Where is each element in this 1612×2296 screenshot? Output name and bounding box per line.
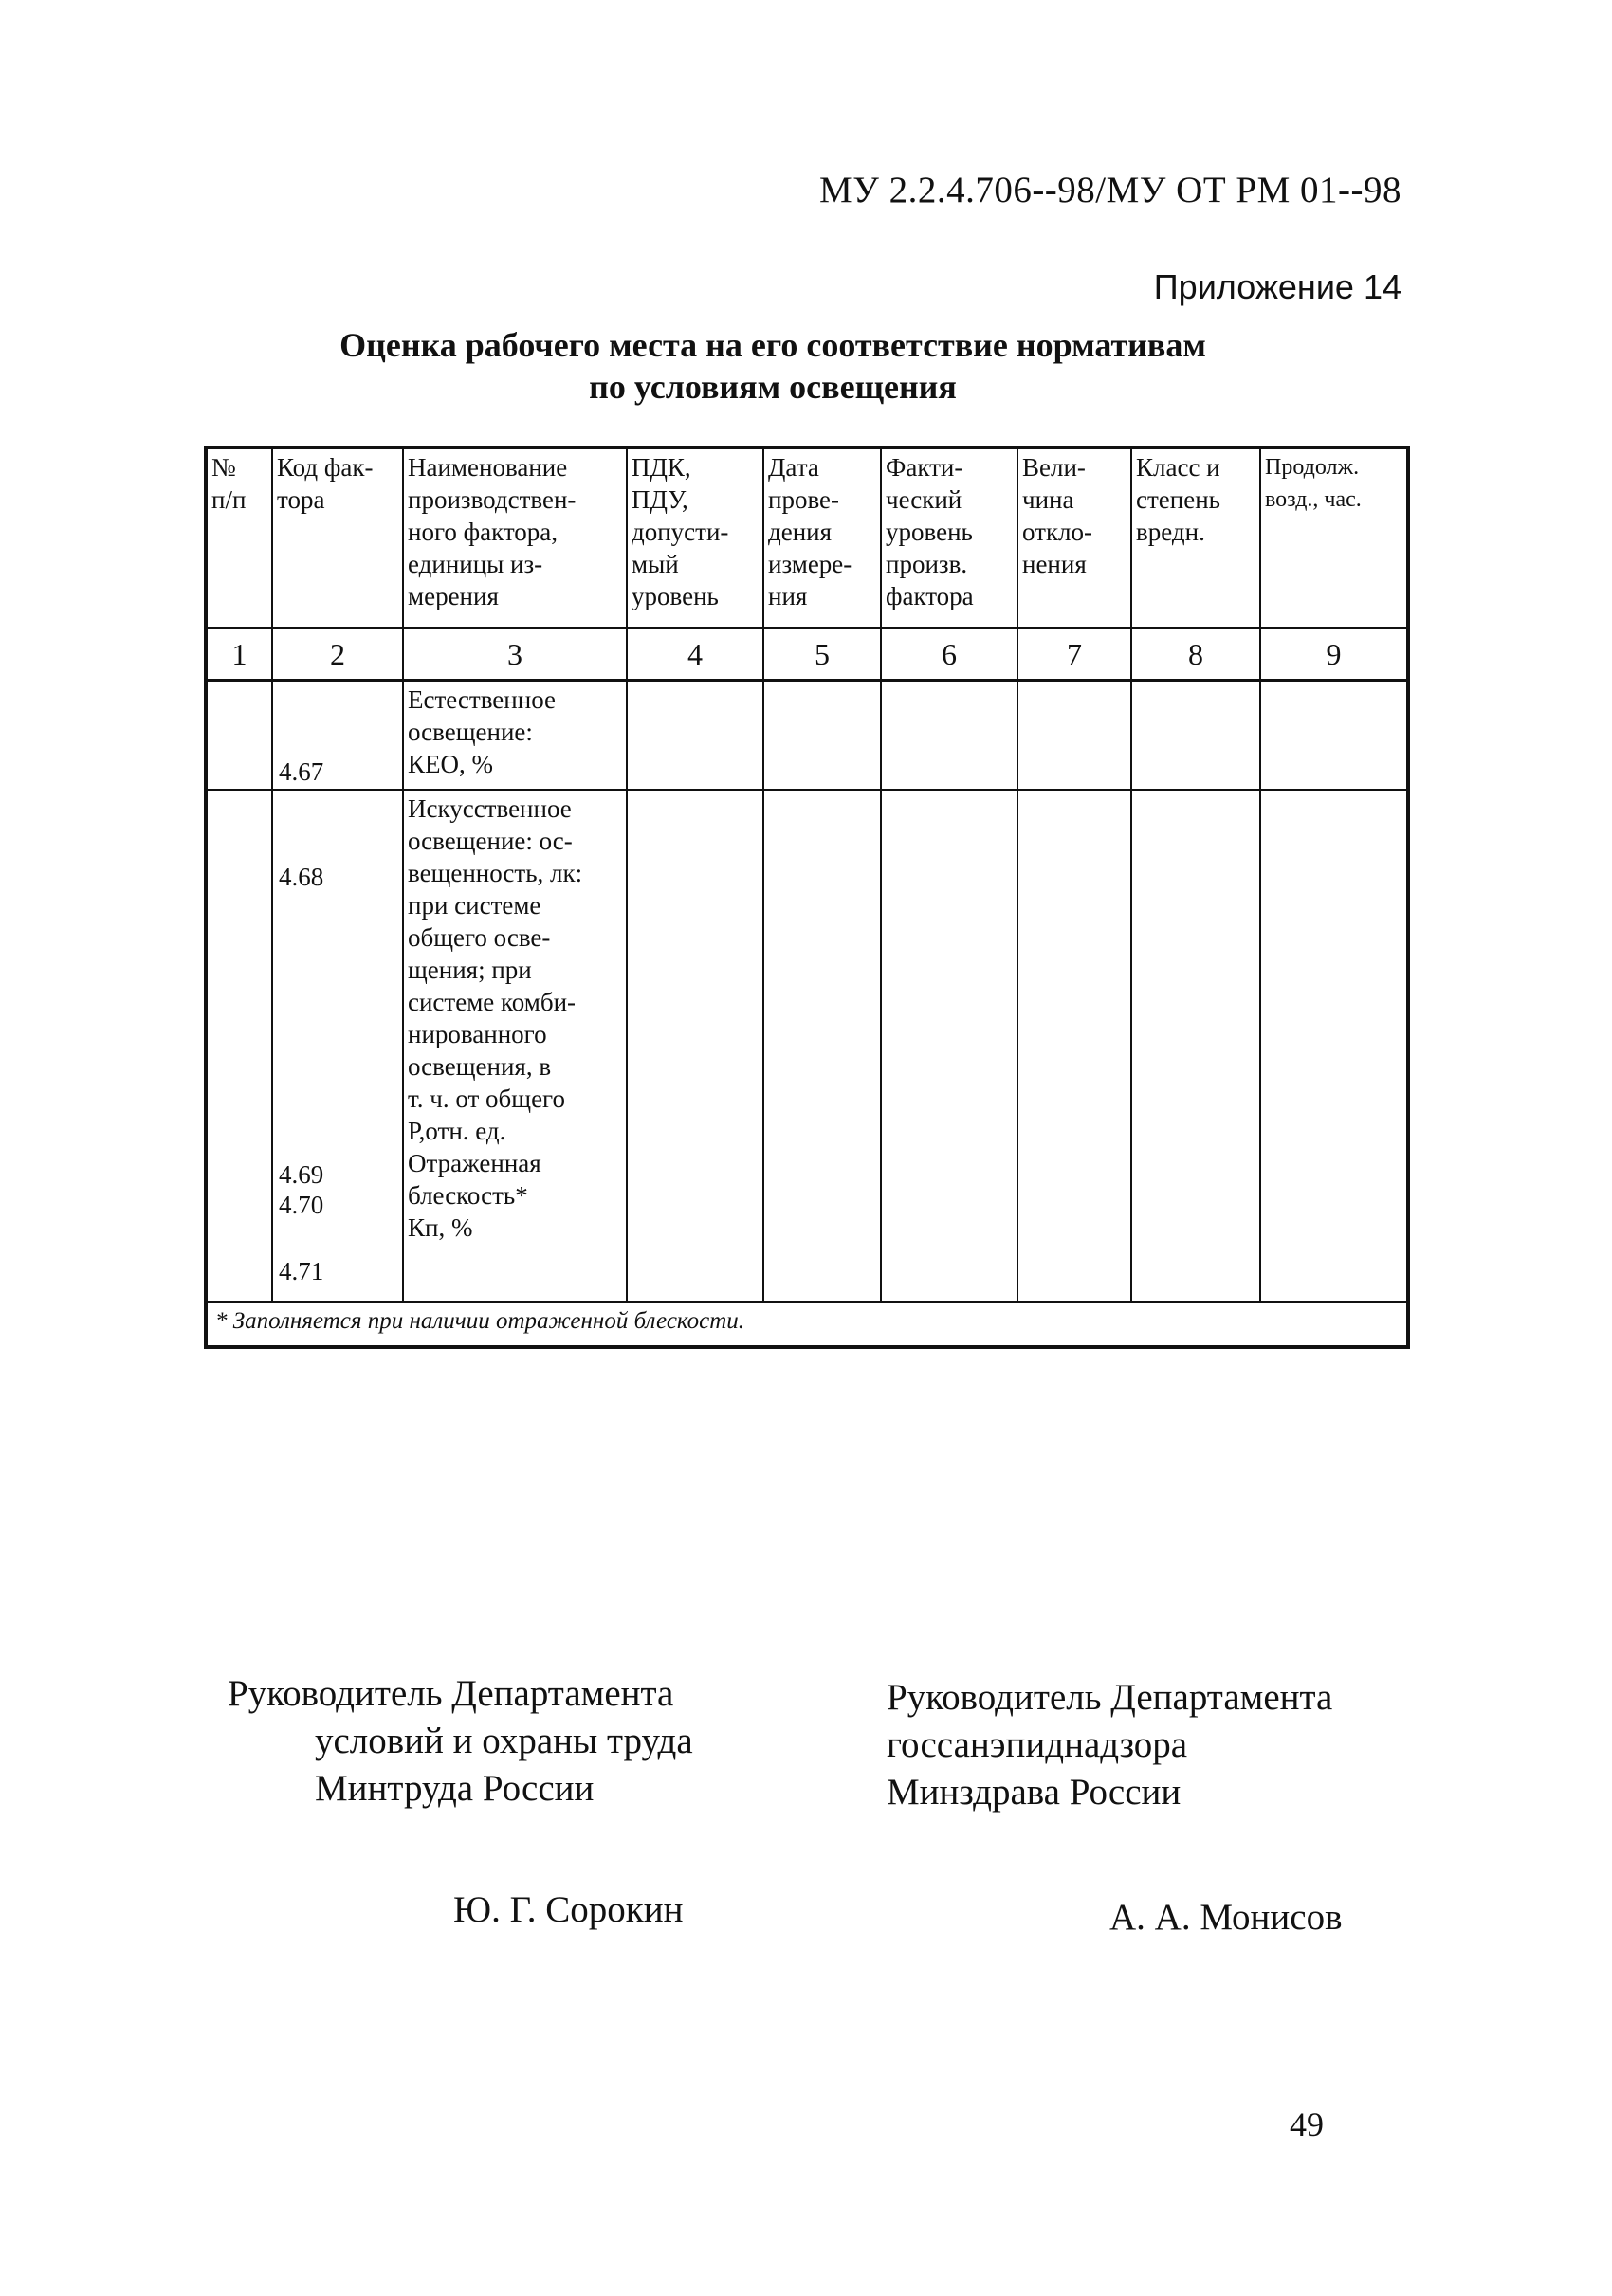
table-footnote: * Заполняется при наличии отраженной блескости. [206,1302,1408,1347]
factor-code-cell [272,680,403,790]
empty-cell [627,680,763,790]
footnote-row [206,1302,1408,1347]
column-number-row [206,628,1408,680]
page-title [284,324,1261,408]
column-number: 2 [272,628,403,680]
empty-cell [1131,680,1260,790]
title-line-1: Оценка рабочего места на его соответствие нормативам [339,326,1206,364]
column-number: 5 [763,628,881,680]
factor-code: 4.68 [279,863,324,891]
signature-title-line: условий и охраны труда [315,1721,693,1761]
signature-block-right [887,1674,1332,1816]
header-cell-code: Код фак- тора [272,447,403,628]
factor-name-cell: Естественное освещение: КЕО, % [403,680,627,790]
signature-title-line: госсанэпиднадзора [887,1724,1188,1765]
assessment-table [204,446,1410,1349]
signature-title-line: Минтруда России [315,1768,595,1809]
title-line-2: по условиям освещения [589,368,957,406]
column-number: 6 [881,628,1017,680]
empty-cell [1017,790,1131,1302]
factor-code: 4.69 [279,1160,324,1189]
header-cell-actual-level: Факти- ческий уровень произв. фактора [881,447,1017,628]
column-number: 3 [403,628,627,680]
empty-cell [1260,680,1408,790]
factor-name-cell: Искусственное освещение: ос- вещенность, лк: при системе общего осве- щения; при системе комби- нированного освещения, в т. ч. от общего Р,отн. ед. Отраженная блескость* Кп, % [403,790,627,1302]
column-number: 8 [1131,628,1260,680]
signature-title-line: Минздрава России [887,1772,1182,1813]
factor-code-cell [272,790,403,1302]
header-cell-duration: Продолж. возд., час. [1260,447,1408,628]
empty-cell [627,790,763,1302]
document-code: МУ 2.2.4.706--98/МУ ОТ РМ 01--98 [819,170,1401,210]
empty-cell [1017,680,1131,790]
empty-cell [763,680,881,790]
empty-cell [763,790,881,1302]
column-number: 4 [627,628,763,680]
header-cell-limit: ПДК, ПДУ, допусти- мый уровень [627,447,763,628]
header-cell-number: № п/п [206,447,272,628]
empty-cell [1131,790,1260,1302]
signatory-name-right: А. А. Монисов [1109,1897,1343,1938]
signature-title-line: Руководитель Департамента [228,1673,674,1714]
header-cell-factor-name: Наименование производствен- ного фактора, единицы из- мерения [403,447,627,628]
header-cell-deviation: Вели- чина откло- нения [1017,447,1131,628]
column-number: 9 [1260,628,1408,680]
factor-code: 4.71 [279,1257,324,1285]
column-number: 7 [1017,628,1131,680]
row-number-cell [206,790,272,1302]
header-cell-date: Дата прове- дения измере- ния [763,447,881,628]
empty-cell [881,790,1017,1302]
signature-title-line: Руководитель Департамента [887,1677,1333,1718]
column-number: 1 [206,628,272,680]
table-row [206,790,1408,1302]
factor-code: 4.67 [279,756,324,786]
header-cell-class: Класс и степень вредн. [1131,447,1260,628]
signature-block-left [228,1670,693,1813]
empty-cell [1260,790,1408,1302]
table-header-row [206,447,1408,628]
signatory-name-left: Ю. Г. Сорокин [453,1889,684,1930]
factor-code: 4.70 [279,1191,324,1219]
empty-cell [881,680,1017,790]
appendix-label: Приложение 14 [1153,267,1401,306]
table-row [206,680,1408,790]
page-number: 49 [1290,2105,1324,2143]
row-number-cell [206,680,272,790]
